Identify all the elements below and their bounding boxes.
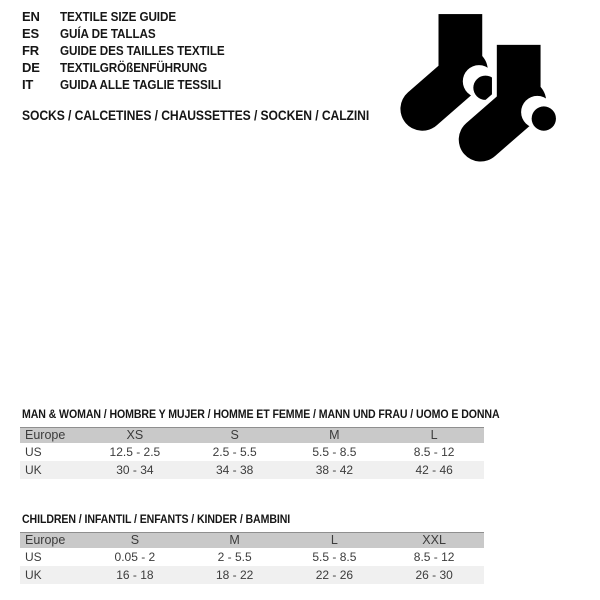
language-row (22, 25, 243, 42)
size-cell: 5.5 - 8.5 (312, 444, 357, 459)
table-body (20, 548, 484, 584)
region-column-header: Europe (25, 428, 66, 443)
size-cell: 12.5 - 2.5 (109, 444, 161, 459)
size-cell: 2 - 5.5 (217, 549, 252, 564)
table-row (20, 548, 484, 566)
size-cell: 8.5 - 12 (413, 444, 455, 459)
language-label: TEXTILGRÖßENFÜHRUNG (60, 60, 208, 75)
category-line: SOCKS / CALCETINES / CHAUSSETTES / SOCKEN / CALZINI (22, 108, 370, 123)
size-cell: 30 - 34 (116, 462, 154, 477)
language-row (22, 42, 243, 59)
language-label: TEXTILE SIZE GUIDE (60, 9, 177, 24)
table-header-row (20, 533, 484, 548)
region-cell: US (25, 444, 42, 459)
table-title-children: CHILDREN / INFANTIL / ENFANTS / KINDER / BAMBINI (22, 514, 291, 526)
region-column-header: Europe (25, 533, 66, 548)
table-row (20, 443, 484, 461)
size-column-header: M (329, 428, 340, 443)
language-code: EN (22, 9, 40, 24)
table-title-men-women: MAN & WOMAN / HOMBRE Y MUJER / HOMME ET FEMME / MANN UND FRAU / UOMO E DONNA (22, 409, 500, 421)
table-row (20, 461, 484, 479)
sock-left-icon (422, 14, 497, 109)
size-column-header: M (229, 533, 240, 548)
size-cell: 38 - 42 (315, 462, 354, 477)
size-cell: 22 - 26 (315, 567, 354, 582)
size-column-header: S (130, 533, 140, 548)
size-table-section-men-women (20, 409, 500, 479)
region-cell: US (25, 549, 42, 564)
language-row (22, 8, 243, 25)
table-body (20, 443, 484, 479)
size-cell: 2.5 - 5.5 (212, 444, 257, 459)
size-cell: 18 - 22 (215, 567, 254, 582)
socks-icon (398, 10, 560, 168)
size-cell: 8.5 - 12 (413, 549, 455, 564)
size-column-header: L (430, 428, 438, 443)
language-code: FR (22, 43, 39, 58)
language-code: DE (22, 60, 40, 75)
size-column-header: XXL (422, 533, 446, 548)
size-table-men-women (20, 427, 484, 479)
table-row (20, 566, 484, 584)
size-cell: 5.5 - 8.5 (312, 549, 357, 564)
size-cell: 34 - 38 (215, 462, 254, 477)
table-header-row (20, 428, 484, 443)
region-cell: UK (25, 462, 42, 477)
language-label: GUIDE DES TAILLES TEXTILE (60, 43, 225, 58)
size-column-header: XS (126, 428, 144, 443)
table-header-row (20, 428, 484, 443)
size-cell: 16 - 18 (116, 567, 154, 582)
size-cell: 26 - 30 (415, 567, 453, 582)
language-list (22, 8, 243, 93)
region-cell: UK (25, 567, 42, 582)
size-table-section-children (20, 514, 484, 584)
size-column-header: S (230, 428, 239, 443)
language-row (22, 59, 243, 76)
language-code: IT (22, 77, 34, 92)
size-cell: 42 - 46 (415, 462, 453, 477)
size-cell: 0.05 - 2 (114, 549, 156, 564)
language-label: GUÍA DE TALLAS (60, 26, 156, 41)
language-code: ES (22, 26, 39, 41)
table-header-row (20, 533, 484, 548)
size-column-header: L (330, 533, 338, 548)
language-label: GUIDA ALLE TAGLIE TESSILI (60, 77, 222, 92)
language-row (22, 76, 243, 93)
size-table-children (20, 532, 484, 584)
